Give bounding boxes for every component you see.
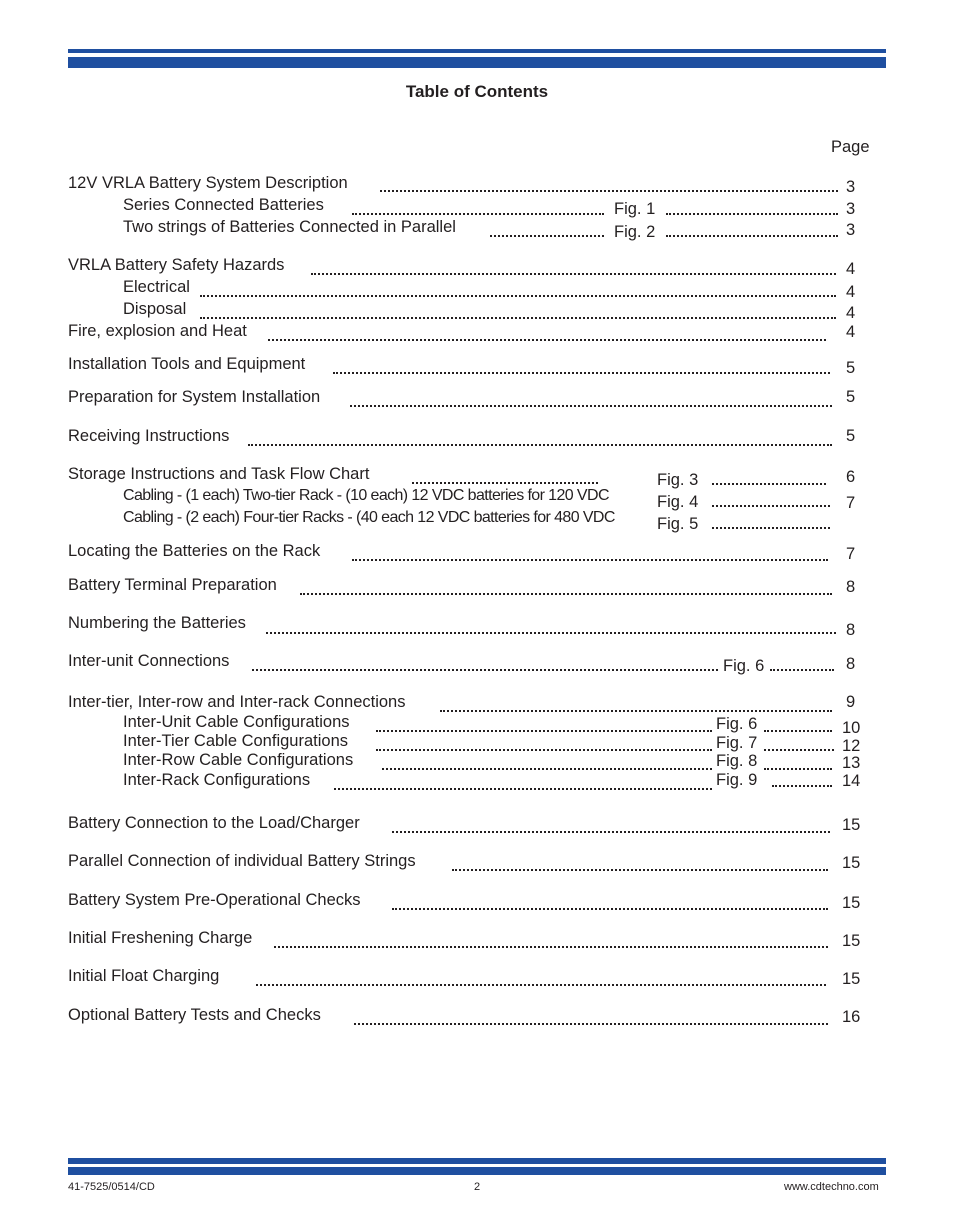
page-column-label: Page [831, 138, 870, 156]
dot-leader [266, 630, 836, 634]
toc-entry-fig: Fig. 5 [657, 515, 699, 533]
toc-entry-page: 15 [842, 816, 861, 834]
toc-entry-title: Initial Float Charging [68, 967, 220, 985]
dot-leader [772, 783, 832, 787]
footer-rule [68, 1158, 886, 1175]
dot-leader [334, 786, 712, 790]
header-rule [68, 49, 886, 68]
toc-entry-title: Battery Connection to the Load/Charger [68, 814, 360, 832]
toc-entry-title: Cabling - (1 each) Two-tier Rack - (10 each) 12 VDC batteries for 120 VDC [123, 487, 609, 504]
toc-entry-page: 8 [846, 621, 856, 639]
dot-leader [380, 188, 838, 192]
toc-entry-page: 15 [842, 854, 861, 872]
dot-leader [764, 766, 832, 770]
toc-entry-fig: Fig. 2 [614, 223, 656, 241]
toc-entry-fig: Fig. 6 [723, 657, 765, 675]
toc-entry-title: VRLA Battery Safety Hazards [68, 256, 285, 274]
toc-entry-page: 6 [846, 468, 856, 486]
dot-leader [352, 557, 828, 561]
dot-leader [200, 293, 836, 297]
toc-entry-title: Battery Terminal Preparation [68, 576, 277, 594]
toc-entry-title: Locating the Batteries on the Rack [68, 542, 321, 560]
toc-entry-title: Parallel Connection of individual Battery Strings [68, 852, 416, 870]
toc-entry-title: Inter-Rack Configurations [123, 771, 311, 789]
dot-leader [764, 747, 834, 751]
toc-entry-fig: Fig. 1 [614, 200, 656, 218]
dot-leader [666, 211, 838, 215]
toc-entry-title: Series Connected Batteries [123, 196, 324, 214]
toc-entry-page: 5 [846, 427, 856, 445]
toc-entry-page: 3 [846, 178, 856, 196]
toc-entry-title: Inter-tier, Inter-row and Inter-rack Connections [68, 693, 406, 711]
toc-entry-page: 8 [846, 578, 856, 596]
dot-leader [376, 728, 712, 732]
dot-leader [712, 525, 830, 529]
dot-leader [770, 667, 834, 671]
toc-entry-title: Installation Tools and Equipment [68, 355, 306, 373]
toc-entry-page: 13 [842, 754, 861, 772]
dot-leader [350, 403, 832, 407]
dot-leader [764, 728, 832, 732]
dot-leader [440, 708, 832, 712]
dot-leader [490, 233, 604, 237]
toc-entry-title: Numbering the Batteries [68, 614, 246, 632]
dot-leader [412, 480, 598, 484]
toc-entry-title: Two strings of Batteries Connected in Parallel [123, 218, 456, 236]
page-title: Table of Contents [405, 82, 549, 101]
dot-leader [274, 944, 828, 948]
dot-leader [200, 315, 836, 319]
dot-leader [666, 233, 838, 237]
toc-entry-title: Inter-Unit Cable Configurations [123, 713, 350, 731]
dot-leader [382, 766, 712, 770]
toc-entry-title: Inter-Tier Cable Configurations [123, 732, 348, 750]
dot-leader [392, 906, 828, 910]
toc-entry-title: Electrical [123, 278, 190, 296]
toc-entry-page: 15 [842, 970, 861, 988]
toc-entry-page: 7 [846, 494, 856, 512]
toc-entry-fig: Fig. 4 [657, 493, 699, 511]
toc-entry-page: 16 [842, 1008, 861, 1026]
dot-leader [712, 481, 826, 485]
toc-entry-title: Disposal [123, 300, 187, 318]
toc-entry-page: 8 [846, 655, 856, 673]
toc-entry-page: 14 [842, 772, 861, 790]
dot-leader [712, 503, 830, 507]
toc-entry-page: 4 [846, 323, 856, 341]
toc-entry-page: 3 [846, 200, 856, 218]
toc-entry-fig: Fig. 3 [657, 471, 699, 489]
toc-entry-page: 10 [842, 719, 861, 737]
toc-entry-title: Storage Instructions and Task Flow Chart [68, 465, 370, 483]
toc-entry-page: 4 [846, 283, 856, 301]
toc-entry-fig: Fig. 7 [716, 734, 758, 752]
toc-entry-page: 5 [846, 388, 856, 406]
toc-entry-fig: Fig. 9 [716, 771, 758, 789]
toc-entry-page: 4 [846, 304, 856, 322]
footer-website: www.cdtechno.com [784, 1181, 879, 1193]
dot-leader [392, 829, 830, 833]
toc-entry-fig: Fig. 6 [716, 715, 758, 733]
dot-leader [300, 591, 832, 595]
dot-leader [256, 982, 826, 986]
dot-leader [354, 1021, 828, 1025]
dot-leader [333, 370, 830, 374]
dot-leader [268, 337, 826, 341]
toc-entry-title: Initial Freshening Charge [68, 929, 253, 947]
dot-leader [452, 867, 828, 871]
toc-entry-title: 12V VRLA Battery System Description [68, 174, 348, 192]
toc-entry-title: Optional Battery Tests and Checks [68, 1006, 321, 1024]
toc-entry-page: 7 [846, 545, 856, 563]
toc-entry-page: 4 [846, 260, 856, 278]
toc-entry-title: Inter-unit Connections [68, 652, 230, 670]
toc-entry-page: 9 [846, 693, 856, 711]
footer-doc-number: 41-7525/0514/CD [68, 1181, 155, 1193]
toc-entry-title: Fire, explosion and Heat [68, 322, 247, 340]
dot-leader [311, 271, 836, 275]
toc-entry-title: Receiving Instructions [68, 427, 230, 445]
dot-leader [352, 211, 604, 215]
dot-leader [376, 747, 712, 751]
toc-entry-fig: Fig. 8 [716, 752, 758, 770]
dot-leader [248, 442, 832, 446]
toc-entry-page: 5 [846, 359, 856, 377]
toc-entry-page: 12 [842, 737, 861, 755]
toc-entry-title: Cabling - (2 each) Four-tier Racks - (40 each 12 VDC batteries for 480 VDC [123, 509, 615, 526]
toc-entry-title: Inter-Row Cable Configurations [123, 751, 354, 769]
toc-entry-page: 15 [842, 894, 861, 912]
toc-entry-title: Battery System Pre-Operational Checks [68, 891, 361, 909]
toc-entry-title: Preparation for System Installation [68, 388, 321, 406]
footer-page-number: 2 [474, 1181, 481, 1193]
dot-leader [252, 667, 718, 671]
toc-entry-page: 3 [846, 221, 856, 239]
toc-entry-page: 15 [842, 932, 861, 950]
